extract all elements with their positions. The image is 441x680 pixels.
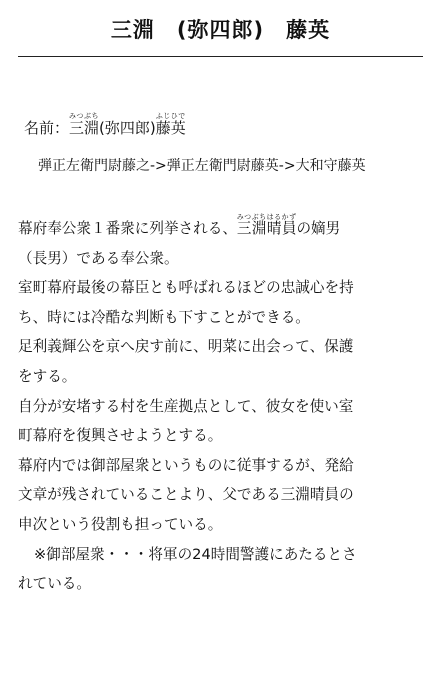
bio-line: 足利義輝公を京へ戻す前に、明菜に出会って、保護 (18, 338, 354, 356)
bio-line: 町幕府を復興させようとする。 (18, 427, 223, 445)
bio-line: ち、時には冷酷な判断も下すことができる。 (18, 308, 310, 326)
given-name-reading: ふじひで (155, 112, 186, 120)
bio-line: 文章が残されていることより、父である三淵晴員の (18, 486, 354, 504)
surname-reading: みつぶち (69, 112, 100, 120)
bio-line: 自分が安堵する村を生産拠点として、彼女を使い室 (18, 397, 354, 415)
bio-line: 室町幕府最後の幕臣とも呼ばれるほどの忠誠心を持 (18, 279, 354, 297)
bio-paragraph-4 (18, 392, 430, 451)
page-title: 三淵 (弥四郎) 藤英 (110, 18, 331, 42)
bio-paragraph-3 (18, 332, 430, 391)
bio-text: 幕府奉公衆１番衆に列挙される、 (18, 220, 237, 237)
title-divider (18, 56, 423, 57)
bio-note (18, 540, 430, 599)
father-name (236, 213, 297, 237)
surname (69, 112, 100, 137)
name-row (24, 112, 186, 138)
bio-paragraph-5 (18, 451, 430, 540)
bio-text: の嫡男 (296, 220, 341, 237)
common-name: (弥四郎) (99, 119, 156, 137)
bio-paragraph-1 (18, 213, 430, 273)
name-label: 名前： (24, 119, 70, 137)
bio-line: （長男）である奉公衆。 (18, 249, 179, 267)
bio-line: をする。 (18, 367, 77, 385)
bio-paragraph-2 (18, 273, 430, 332)
official-titles: 弾正左衛門尉藤之->弾正左衛門尉藤英->大和守藤英 (38, 158, 366, 174)
bio-line: 幕府内では御部屋衆というものに従事するが、発給 (18, 456, 354, 474)
bio-line: 申次という役割も担っている。 (18, 515, 223, 533)
note-line: ※御部屋衆・・・将軍の24時間警護にあたるとさ (34, 545, 357, 563)
name-section (24, 112, 186, 138)
father-name-text: 三淵晴員 (236, 220, 297, 237)
note-line: れている。 (18, 575, 91, 593)
bio-line (18, 213, 430, 244)
biography (18, 213, 430, 599)
father-name-reading: みつぶちはるかず (236, 213, 297, 221)
surname-text: 三淵 (69, 119, 100, 137)
given-name (155, 112, 186, 137)
given-name-text: 藤英 (155, 119, 186, 137)
